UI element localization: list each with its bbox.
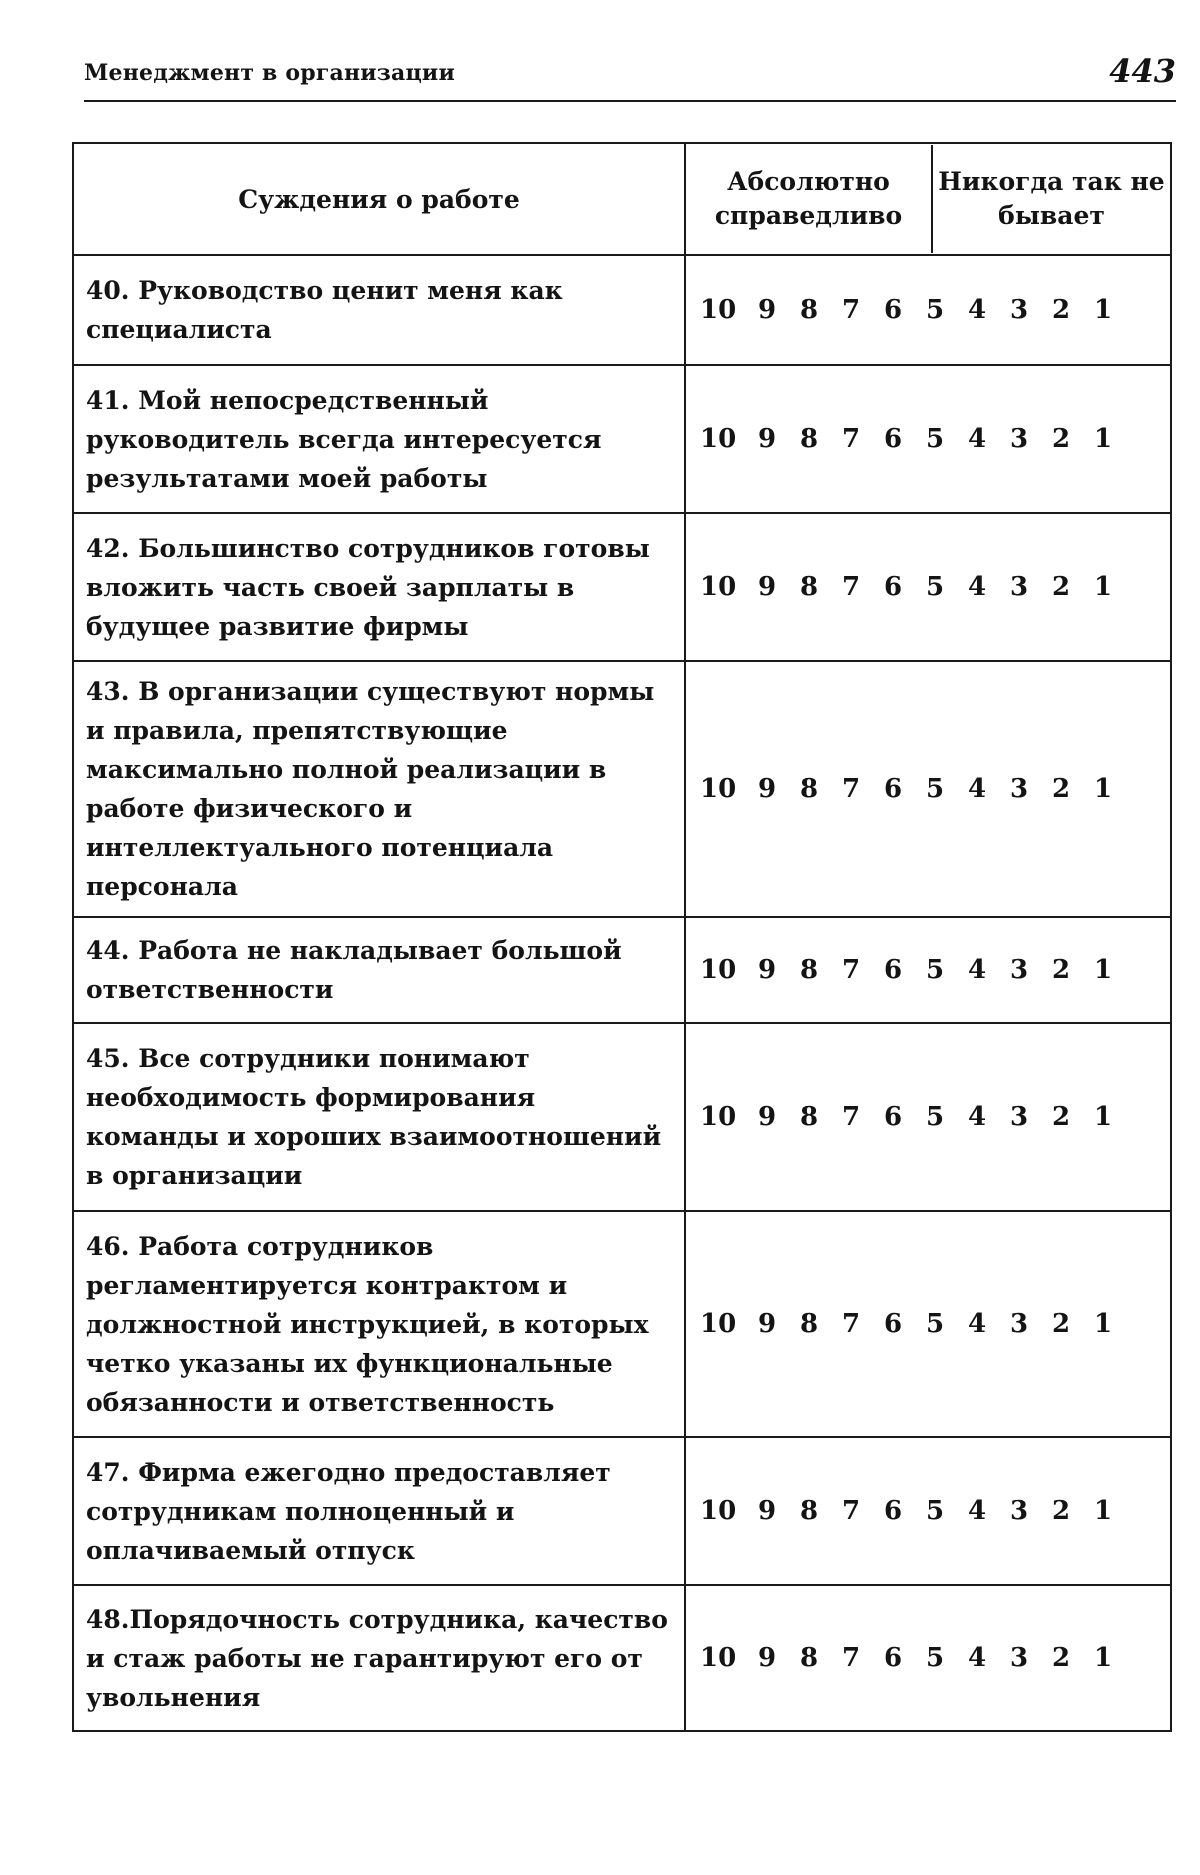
rating-option[interactable]: 5	[925, 955, 945, 985]
rating-option[interactable]: 4	[967, 1309, 987, 1339]
rating-option[interactable]: 7	[841, 424, 861, 454]
rating-option[interactable]: 10	[700, 955, 737, 985]
rating-option[interactable]: 7	[841, 1309, 861, 1339]
column-header-left: Абсолютно справедливо	[686, 145, 933, 253]
rating-option[interactable]: 4	[967, 295, 987, 325]
rating-option[interactable]: 5	[925, 295, 945, 325]
rating-option[interactable]: 6	[883, 1643, 903, 1673]
rating-option[interactable]: 4	[967, 955, 987, 985]
table-row	[73, 661, 1171, 917]
rating-scale[interactable]	[685, 513, 1171, 661]
rating-option[interactable]: 9	[757, 572, 777, 602]
rating-option[interactable]: 4	[967, 1496, 987, 1526]
rating-option[interactable]: 6	[883, 1102, 903, 1132]
rating-option[interactable]: 9	[757, 424, 777, 454]
statement-text: 47. Фирма ежегодно предоставляет сотрудникам полноценный и оплачиваемый отпуск	[73, 1437, 685, 1585]
rating-option[interactable]: 2	[1051, 1102, 1071, 1132]
rating-option[interactable]: 9	[757, 1496, 777, 1526]
rating-option[interactable]: 6	[883, 774, 903, 804]
table-row	[73, 255, 1171, 365]
rating-option[interactable]: 5	[925, 774, 945, 804]
statement-text: 45. Все сотрудники понимают необходимость формирования команды и хороших взаимоотношений в организации	[73, 1023, 685, 1211]
rating-option[interactable]: 4	[967, 424, 987, 454]
rating-option[interactable]: 3	[1009, 424, 1029, 454]
rating-option[interactable]: 3	[1009, 1309, 1029, 1339]
rating-option[interactable]: 3	[1009, 295, 1029, 325]
rating-option[interactable]: 8	[799, 1102, 819, 1132]
rating-option[interactable]: 1	[1093, 774, 1113, 804]
rating-scale[interactable]	[685, 365, 1171, 513]
statement-text: 46. Работа сотрудников регламентируется контрактом и должностной инструкцией, в которых четко указаны их функциональные обязанности и ответственность	[73, 1211, 685, 1437]
table-row	[73, 1023, 1171, 1211]
table-row	[73, 917, 1171, 1023]
page-header	[84, 52, 1176, 102]
rating-option[interactable]: 7	[841, 295, 861, 325]
rating-option[interactable]: 10	[700, 774, 737, 804]
rating-option[interactable]: 2	[1051, 774, 1071, 804]
rating-option[interactable]: 8	[799, 774, 819, 804]
rating-option[interactable]: 6	[883, 1496, 903, 1526]
rating-scale[interactable]	[685, 255, 1171, 365]
rating-option[interactable]: 1	[1093, 1102, 1113, 1132]
rating-option[interactable]: 6	[883, 955, 903, 985]
rating-option[interactable]: 8	[799, 295, 819, 325]
rating-option[interactable]: 5	[925, 424, 945, 454]
rating-option[interactable]: 9	[757, 955, 777, 985]
rating-option[interactable]: 3	[1009, 1496, 1029, 1526]
rating-option[interactable]: 9	[757, 1643, 777, 1673]
rating-option[interactable]: 2	[1051, 1496, 1071, 1526]
rating-scale[interactable]	[685, 1437, 1171, 1585]
rating-option[interactable]: 9	[757, 295, 777, 325]
rating-option[interactable]: 10	[700, 295, 737, 325]
rating-option[interactable]: 5	[925, 1102, 945, 1132]
rating-option[interactable]: 4	[967, 1102, 987, 1132]
rating-option[interactable]: 5	[925, 1309, 945, 1339]
rating-option[interactable]: 7	[841, 955, 861, 985]
statement-text: 48.Порядочность сотрудника, качество и стаж работы не гарантируют его от увольнения	[73, 1585, 685, 1731]
rating-option[interactable]: 7	[841, 1643, 861, 1673]
rating-option[interactable]: 7	[841, 1102, 861, 1132]
rating-option[interactable]: 1	[1093, 572, 1113, 602]
rating-option[interactable]: 1	[1093, 955, 1113, 985]
page-number: 443	[1109, 52, 1176, 90]
rating-option[interactable]: 8	[799, 1496, 819, 1526]
statement-text: 40. Руководство ценит меня как специалиста	[73, 255, 685, 365]
rating-option[interactable]: 2	[1051, 1643, 1071, 1673]
rating-option[interactable]: 3	[1009, 1643, 1029, 1673]
rating-option[interactable]: 6	[883, 1309, 903, 1339]
column-header-right: Никогда так не бывает	[938, 167, 1165, 230]
rating-option[interactable]: 7	[841, 774, 861, 804]
rating-option[interactable]: 8	[799, 1309, 819, 1339]
rating-option[interactable]: 7	[841, 1496, 861, 1526]
rating-option[interactable]: 4	[967, 572, 987, 602]
rating-option[interactable]: 9	[757, 1309, 777, 1339]
rating-option[interactable]: 1	[1093, 295, 1113, 325]
table-row	[73, 1437, 1171, 1585]
rating-option[interactable]: 1	[1093, 424, 1113, 454]
rating-scale[interactable]	[685, 661, 1171, 917]
rating-option[interactable]: 10	[700, 1309, 737, 1339]
rating-option[interactable]: 8	[799, 955, 819, 985]
column-header-scale	[685, 143, 1171, 255]
rating-option[interactable]: 2	[1051, 1309, 1071, 1339]
rating-option[interactable]: 7	[841, 572, 861, 602]
rating-option[interactable]: 4	[967, 774, 987, 804]
table-row	[73, 1585, 1171, 1731]
table-header-row	[73, 143, 1171, 255]
rating-option[interactable]: 5	[925, 1643, 945, 1673]
rating-scale[interactable]	[685, 1585, 1171, 1731]
rating-option[interactable]: 3	[1009, 955, 1029, 985]
rating-option[interactable]: 3	[1009, 1102, 1029, 1132]
rating-option[interactable]: 2	[1051, 295, 1071, 325]
rating-option[interactable]: 10	[700, 424, 737, 454]
rating-option[interactable]: 1	[1093, 1309, 1113, 1339]
rating-option[interactable]: 10	[700, 572, 737, 602]
rating-option[interactable]: 6	[883, 424, 903, 454]
table-row	[73, 365, 1171, 513]
rating-option[interactable]: 10	[700, 1496, 737, 1526]
rating-option[interactable]: 2	[1051, 572, 1071, 602]
rating-option[interactable]: 1	[1093, 1643, 1113, 1673]
rating-option[interactable]: 5	[925, 572, 945, 602]
rating-option[interactable]: 2	[1051, 424, 1071, 454]
rating-option[interactable]: 5	[925, 1496, 945, 1526]
statement-text: 41. Мой непосредственный руководитель всегда интересуется результатами моей работы	[73, 365, 685, 513]
rating-scale[interactable]	[685, 1023, 1171, 1211]
statement-text: 44. Работа не накладывает большой ответственности	[73, 917, 685, 1023]
table-row	[73, 513, 1171, 661]
rating-scale[interactable]	[685, 917, 1171, 1023]
rating-scale[interactable]	[685, 1211, 1171, 1437]
rating-option[interactable]: 8	[799, 424, 819, 454]
rating-option[interactable]: 9	[757, 1102, 777, 1132]
rating-option[interactable]: 10	[700, 1102, 737, 1132]
rating-option[interactable]: 4	[967, 1643, 987, 1673]
rating-option[interactable]: 3	[1009, 572, 1029, 602]
rating-option[interactable]: 8	[799, 572, 819, 602]
survey-table	[72, 142, 1172, 1732]
running-title: Менеджмент в организации	[84, 60, 455, 86]
statement-text: 42. Большинство сотрудников готовы вложить часть своей зарплаты в будущее развитие фирмы	[73, 513, 685, 661]
rating-option[interactable]: 10	[700, 1643, 737, 1673]
statement-text: 43. В организации существуют нормы и правила, препятствующие максимально полной реализации в работе физического и интеллектуального потенциала персонала	[73, 661, 685, 917]
rating-option[interactable]: 8	[799, 1643, 819, 1673]
rating-option[interactable]: 2	[1051, 955, 1071, 985]
rating-option[interactable]: 3	[1009, 774, 1029, 804]
table-row	[73, 1211, 1171, 1437]
rating-option[interactable]: 6	[883, 295, 903, 325]
rating-option[interactable]: 6	[883, 572, 903, 602]
column-header-statement: Суждения о работе	[73, 143, 685, 255]
rating-option[interactable]: 1	[1093, 1496, 1113, 1526]
rating-option[interactable]: 9	[757, 774, 777, 804]
